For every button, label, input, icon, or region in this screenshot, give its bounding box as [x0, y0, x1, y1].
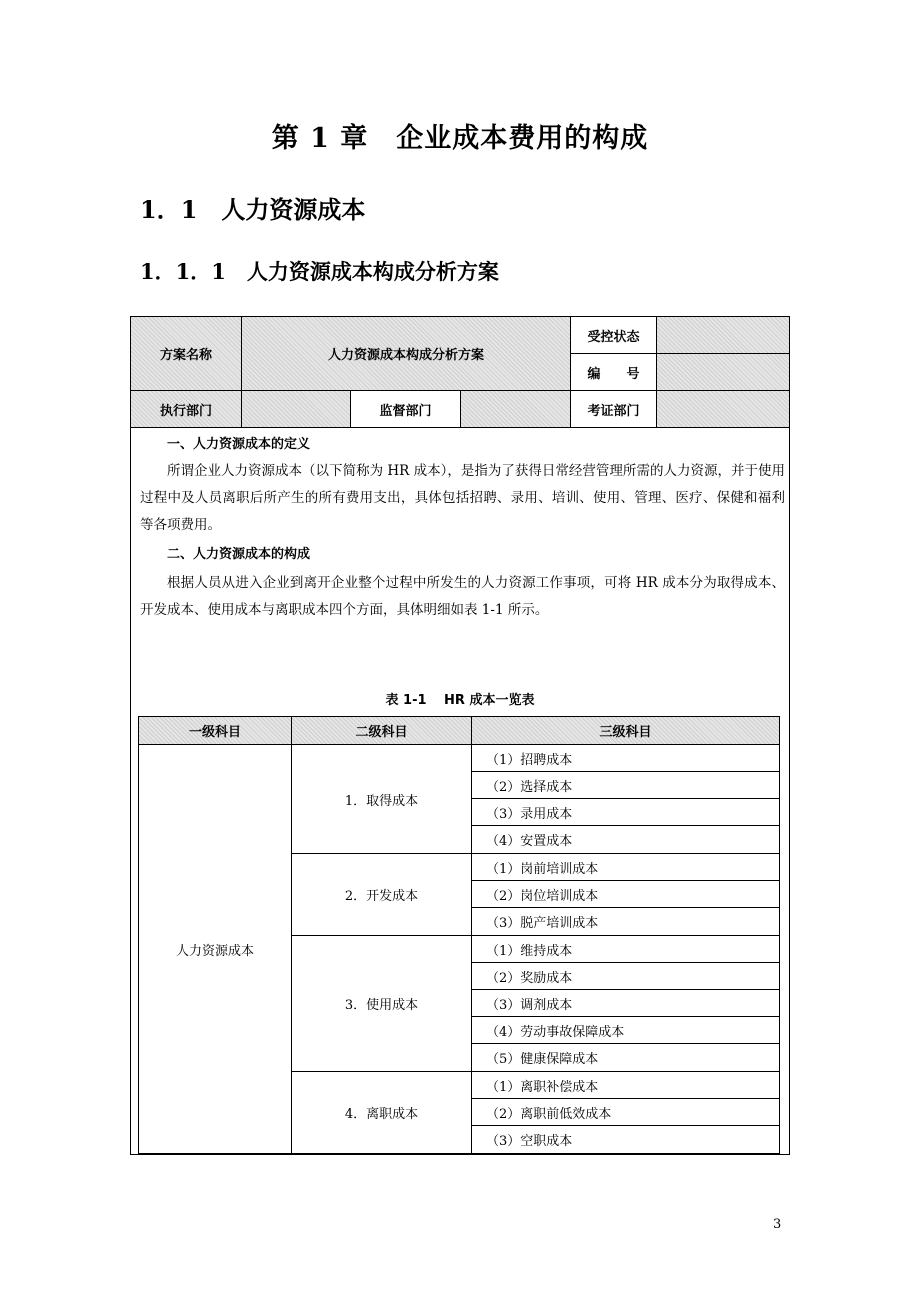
level3-item: （1）离职补偿成本 — [471, 1071, 780, 1099]
level3-item: （2）选择成本 — [471, 771, 780, 799]
level3-item: （3）录用成本 — [471, 798, 780, 826]
level2-usage: 3．使用成本 — [291, 935, 472, 1072]
supervise-dept-label: 监督部门 — [351, 391, 461, 428]
subsection-title: 1．1．1 人力资源成本构成分析方案 — [140, 259, 499, 284]
page-number: 3 — [773, 1217, 782, 1232]
level3-item: （1）招聘成本 — [471, 744, 780, 772]
level3-item: （2）奖励成本 — [471, 962, 780, 990]
level2-acquisition: 1．取得成本 — [291, 744, 472, 854]
number-value[interactable] — [657, 354, 789, 391]
exec-dept-value[interactable] — [242, 391, 351, 428]
chapter-title: 第 1 章 企业成本费用的构成 — [271, 123, 649, 154]
plan-name-value: 人力资源成本构成分析方案 — [242, 317, 571, 391]
level3-item: （4）劳动事故保障成本 — [471, 1016, 780, 1044]
level1-cell: 人力资源成本 — [138, 744, 292, 1154]
number-label: 编 号 — [571, 354, 657, 391]
exec-dept-label: 执行部门 — [131, 391, 242, 428]
definition-heading: 一、人力资源成本的定义 — [167, 437, 311, 452]
definition-paragraph: 所谓企业人力资源成本（以下简称为 HR 成本），是指为了获得日常经营管理所需的人力资源，并于使用过程中及人员离职后所产生的所有费用支出，具体包括招聘、录用、培训、使用、管理、医疗、保健和福利等各项费用。 — [140, 463, 785, 533]
level3-item: （3）调剂成本 — [471, 989, 780, 1017]
supervise-dept-value[interactable] — [461, 391, 571, 428]
hr-cost-table — [139, 717, 780, 1154]
level2-separation: 4．离职成本 — [291, 1071, 472, 1154]
level2-development: 2．开发成本 — [291, 853, 472, 936]
verify-dept-value[interactable] — [657, 391, 789, 428]
composition-heading: 二、人力资源成本的构成 — [167, 547, 311, 562]
level3-item: （1）维持成本 — [471, 935, 780, 963]
content-block — [140, 431, 785, 624]
table-header-level2: 二级科目 — [291, 716, 472, 745]
section-title: 1．1 人力资源成本 — [140, 195, 366, 224]
level3-item: （2）岗位培训成本 — [471, 880, 780, 908]
controlled-status-value[interactable] — [657, 317, 789, 354]
level3-item: （3）脱产培训成本 — [471, 907, 780, 936]
table-header-level1: 一级科目 — [138, 716, 292, 745]
level3-item: （3）空职成本 — [471, 1125, 780, 1154]
controlled-status-label: 受控状态 — [571, 317, 657, 354]
level3-item: （4）安置成本 — [471, 825, 780, 854]
verify-dept-label: 考证部门 — [571, 391, 657, 428]
plan-name-label: 方案名称 — [131, 317, 242, 391]
level3-item: （2）离职前低效成本 — [471, 1098, 780, 1126]
composition-paragraph: 根据人员从进入企业到离开企业整个过程中所发生的人力资源工作事项，可将 HR 成本分为取得成本、开发成本、使用成本与离职成本四个方面，具体明细如表 1-1 所示。 — [140, 575, 785, 618]
table-caption: 表 1-1 HR 成本一览表 — [385, 693, 535, 708]
table-header-level3: 三级科目 — [471, 716, 780, 745]
level3-item: （5）健康保障成本 — [471, 1043, 780, 1072]
level3-item: （1）岗前培训成本 — [471, 853, 780, 881]
